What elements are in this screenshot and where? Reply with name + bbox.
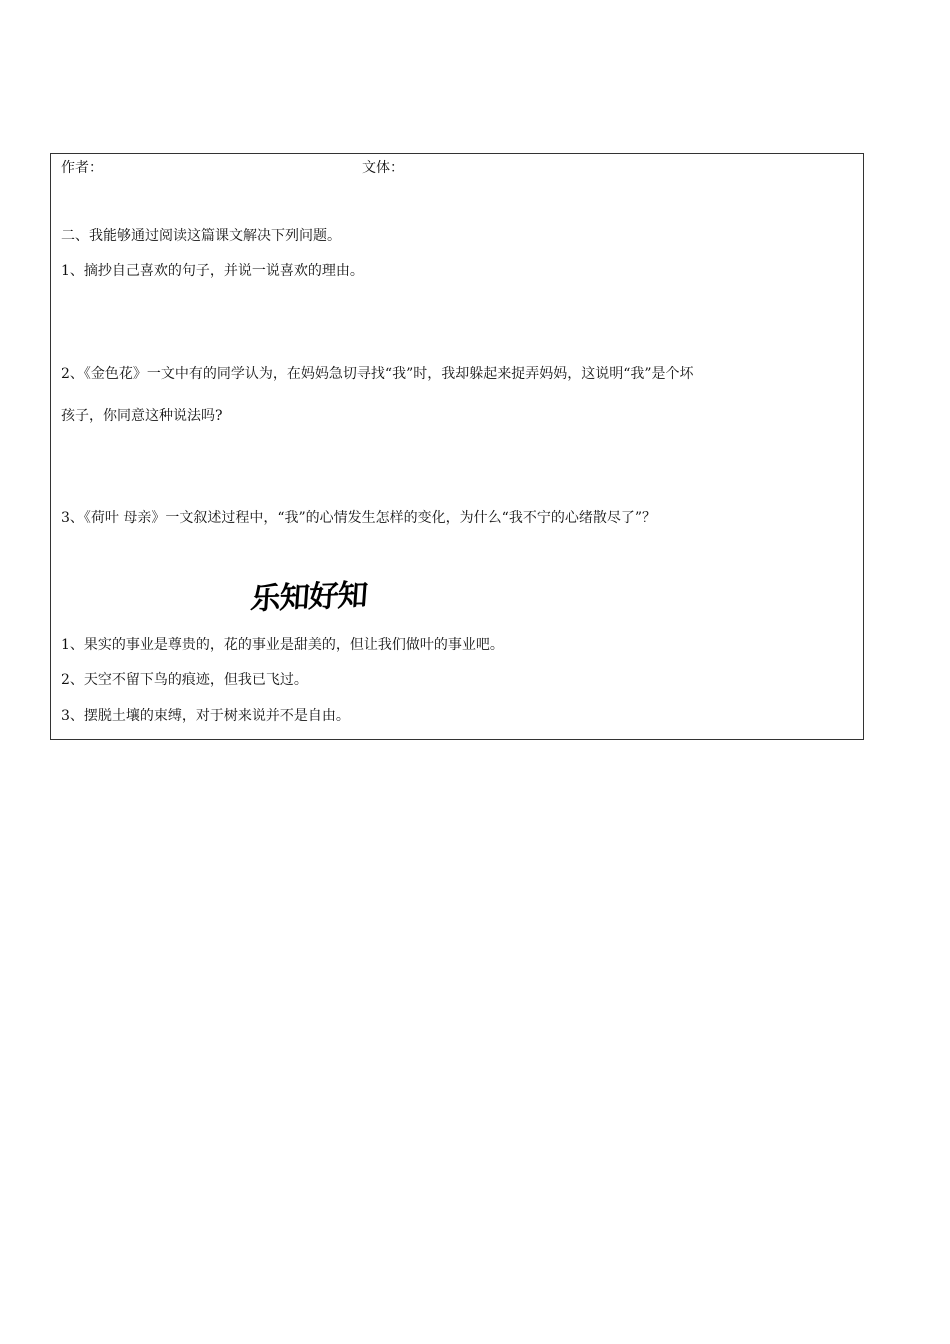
question-2-line-1: 2、《金色花》一文中有的同学认为，在妈妈急切寻找“我”时，我却躲起来捉弄妈妈，这说明“我”是个坏 [61,366,694,382]
quote-item: 3、摆脱土壤的束缚，对于树来说并不是自由。 [61,708,350,724]
quote-item: 1、果实的事业是尊贵的，花的事业是甜美的，但让我们做叶的事业吧。 [61,637,504,653]
author-label: 作者： [61,160,103,176]
question-1: 1、摘抄自己喜欢的句子，并说一说喜欢的理由。 [61,263,364,279]
section-heading: 二、我能够通过阅读这篇课文解决下列问题。 [61,228,341,244]
quote-item: 2、天空不留下鸟的痕迹，但我已飞过。 [61,672,308,688]
question-2-line-2: 孩子，你同意这种说法吗? [61,408,223,424]
fun-section-title: 乐知好知 [249,577,369,618]
genre-label: 文体： [362,160,404,176]
question-3: 3、《荷叶 母亲》一文叙述过程中，“我”的心情发生怎样的变化，为什么“我不宁的心绪散尽了”？ [61,510,656,526]
worksheet-box [50,153,864,740]
